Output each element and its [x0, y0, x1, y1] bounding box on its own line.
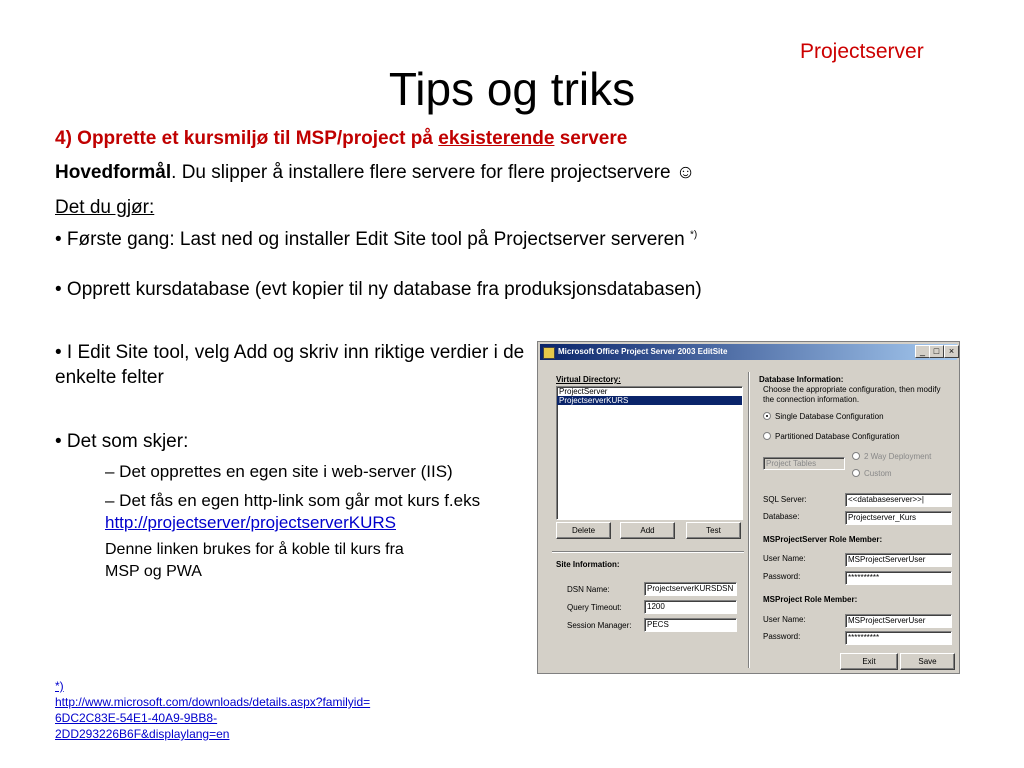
ps-pass-field[interactable]: ********** — [845, 571, 952, 585]
slide-title: Tips og triks — [388, 63, 636, 115]
minimize-button[interactable]: _ — [915, 345, 930, 358]
footnote-link[interactable] — [55, 678, 370, 742]
close-button[interactable]: × — [944, 345, 959, 358]
timeout-label: Query Timeout: — [567, 603, 622, 612]
partitioned-db-radio[interactable] — [763, 432, 771, 440]
db-info-text: Choose the appropriate configuration, then modify the connection information. — [763, 385, 941, 404]
site-info-label: Site Information: — [556, 560, 620, 569]
p-user-label: User Name: — [763, 615, 806, 624]
bullet-what-happens: • Det som skjer: — [55, 431, 189, 452]
session-field[interactable]: PECS — [644, 618, 737, 632]
custom-label: Custom — [864, 469, 892, 478]
ps-user-label: User Name: — [763, 554, 806, 563]
p-role-label: MSProject Role Member: — [763, 595, 858, 604]
sql-server-field[interactable]: <<databaseserver>>| — [845, 493, 952, 507]
course-link[interactable]: http://projectserver/projectserverKURS — [105, 513, 396, 532]
database-field[interactable]: Projectserver_Kurs — [845, 511, 952, 525]
database-label: Database: — [763, 512, 800, 521]
main-purpose-label: Hovedformål — [55, 162, 172, 183]
subtitle-end: servere — [554, 128, 628, 149]
maximize-button[interactable]: □ — [929, 345, 944, 358]
footnote-mark: *) — [55, 679, 64, 693]
bullet-first-time — [55, 229, 697, 251]
two-way-radio[interactable] — [852, 452, 860, 460]
sub-bullet-usage: Denne linken brukes for å koble til kurs fra MSP og PWA — [105, 541, 404, 580]
column-separator — [748, 372, 750, 668]
project-tables-select[interactable]: Project Tables — [763, 457, 845, 470]
p-pass-label: Password: — [763, 632, 801, 641]
main-purpose — [55, 162, 695, 184]
steps-heading: Det du gjør: — [55, 197, 155, 218]
delete-button[interactable]: Delete — [556, 522, 611, 539]
session-label: Session Manager: — [567, 621, 632, 630]
single-db-radio[interactable] — [763, 412, 771, 420]
add-button[interactable]: Add — [620, 522, 675, 539]
vdir-item-0[interactable]: ProjectServer — [559, 387, 608, 396]
main-purpose-text: . Du slipper å installere flere servere for flere projectservere ☺ — [171, 162, 696, 183]
test-button[interactable]: Test — [686, 522, 741, 539]
footnote-ref: *) — [690, 229, 698, 241]
timeout-field[interactable]: 1200 — [644, 600, 737, 614]
ps-pass-label: Password: — [763, 572, 801, 581]
exit-button[interactable]: Exit — [840, 653, 898, 670]
vdir-item-1[interactable]: ProjectserverKURS — [557, 396, 742, 405]
virtual-directory-list[interactable] — [556, 386, 743, 520]
dialog-title: Microsoft Office Project Server 2003 EditSite — [558, 347, 728, 356]
bullet-edit-site: • I Edit Site tool, velg Add og skriv inn riktige verdier i de enkelte felter — [55, 342, 525, 388]
sub-bullet-link — [105, 490, 525, 534]
partitioned-db-label: Partitioned Database Configuration — [775, 432, 900, 441]
dialog-titlebar — [540, 344, 957, 360]
dsn-label: DSN Name: — [567, 585, 610, 594]
dsn-field[interactable]: ProjectserverKURSDSN — [644, 582, 737, 596]
sql-server-label: SQL Server: — [763, 495, 807, 504]
slide-subtitle — [55, 128, 627, 150]
subtitle-text: 4) Opprette et kursmiljø til MSP/project på — [55, 128, 439, 149]
bullet-first-time-text: • Første gang: Last ned og installer Edit Site tool på Projectserver serveren — [55, 229, 691, 250]
save-button[interactable]: Save — [900, 653, 955, 670]
p-pass-field[interactable]: ********** — [845, 631, 952, 645]
db-info-label: Database Information: — [759, 375, 844, 384]
editsite-dialog — [537, 341, 960, 674]
brand-label: Projectserver — [800, 40, 924, 63]
two-way-label: 2 Way Deployment — [864, 452, 932, 461]
virtual-directory-label: Virtual Directory: — [556, 375, 621, 384]
p-user-field[interactable]: MSProjectServerUser — [845, 614, 952, 628]
footnote-url-line-1[interactable]: http://www.microsoft.com/downloads/details.aspx?familyid= — [55, 695, 371, 709]
footnote-url-line-3[interactable]: 2DD293226B6F&displaylang=en — [55, 727, 230, 741]
custom-radio[interactable] — [852, 469, 860, 477]
footnote-url-line-2[interactable]: 6DC2C83E-54E1-40A9-9BB8- — [55, 711, 218, 725]
ps-user-field[interactable]: MSProjectServerUser — [845, 553, 952, 567]
subtitle-emphasis: eksisterende — [438, 128, 555, 149]
sub-bullet-link-text: – Det fås en egen http-link som går mot kurs f.eks — [105, 491, 481, 510]
site-info-divider — [552, 551, 744, 552]
sub-bullet-site: – Det opprettes en egen site i web-server (IIS) — [105, 462, 453, 481]
bullet-create-db: • Opprett kursdatabase (evt kopier til ny database fra produksjonsdatabasen) — [55, 279, 702, 300]
app-icon — [543, 347, 555, 359]
single-db-label: Single Database Configuration — [775, 412, 884, 421]
ps-role-label: MSProjectServer Role Member: — [763, 535, 883, 544]
